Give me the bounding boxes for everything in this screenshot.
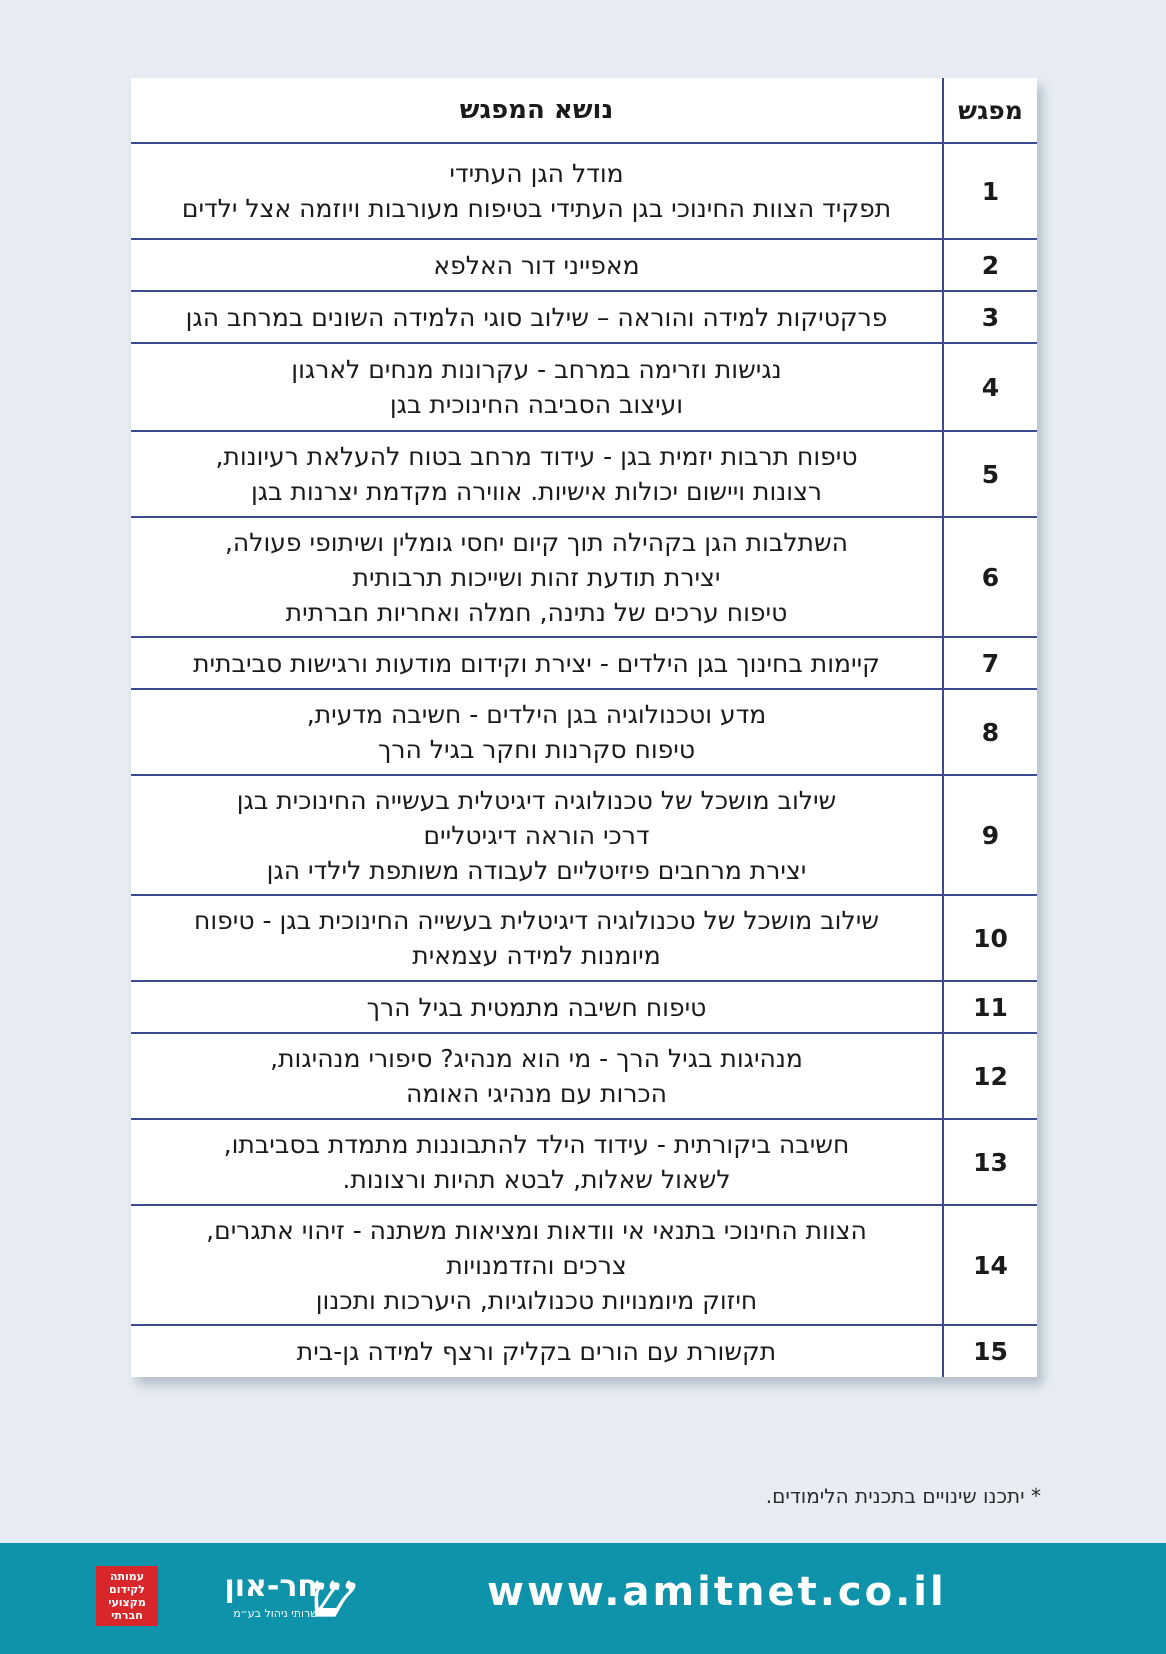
sharon-logo [224,1559,354,1632]
table-row [131,1033,1037,1119]
table-row [131,143,1037,239]
topic-line: תקשורת עם הורים בקליק ורצף למידה גן-בית [296,1337,777,1366]
topic-line: פרקטיקות למידה והוראה – שילוב סוגי הלמידה השונים במרחב הגן [185,302,888,332]
table-row [131,637,1037,689]
meeting-number: 14 [943,1205,1037,1325]
meeting-number: 7 [943,637,1037,689]
topic-line: הצוות החינוכי בתנאי אי וודאות ומציאות משתנה - זיהוי אתגרים, [206,1215,867,1245]
header-topic: נושא המפגש [131,78,943,143]
amuta-logo-line: מקצועי [108,1596,146,1609]
footnote: * יתכנו שינויים בתכנית הלימודים. [765,1484,1041,1508]
meeting-number: 4 [943,343,1037,431]
meeting-number: 11 [943,981,1037,1033]
topic-line: מנהיגות בגיל הרך - מי הוא מנהיג? סיפורי מנהיגות, [270,1044,803,1073]
topic-line: מאפייני דור האלפא [433,250,640,280]
topic-line: טיפוח ערכים של נתינה, חמלה ואחריות חברתית [285,597,788,627]
topic-line: דרכי הוראה דיגיטליים [423,820,650,850]
table-row [131,517,1037,637]
topic-line: חשיבה ביקורתית - עידוד הילד להתבוננות מתמדת בסביבתו, [223,1130,850,1159]
table-row [131,981,1037,1033]
table-row [131,239,1037,291]
table-row [131,1119,1037,1205]
meeting-topic [131,291,943,343]
meeting-topic [131,895,943,981]
topic-line: חיזוק מיומנויות טכנולוגיות, היערכות ותכנון [315,1285,758,1315]
sharon-logo-name: חר-און [224,1569,318,1604]
curriculum-table [131,78,1037,1377]
meeting-number: 10 [943,895,1037,981]
table-row [131,1205,1037,1325]
amuta-logo-line: חברתי [111,1609,143,1622]
amuta-logo-line: עמותה [109,1570,145,1583]
meeting-topic [131,1325,943,1377]
table-row [131,291,1037,343]
website-url[interactable]: www.amitnet.co.il [487,1569,947,1615]
header-meeting: מפגש [943,78,1037,143]
table-row [131,343,1037,431]
meeting-topic [131,239,943,291]
meeting-topic [131,431,943,517]
meeting-number: 13 [943,1119,1037,1205]
topic-line: ועיצוב הסביבה החינוכית בגן [389,390,684,419]
sharon-logo-mark: ש [310,1559,354,1632]
meeting-number: 12 [943,1033,1037,1119]
topic-line: מיומנות למידה עצמאית [412,941,661,970]
topic-line: שילוב מושכל של טכנולוגיה דיגיטלית בעשייה החינוכית בגן [236,785,837,815]
meeting-topic [131,1033,943,1119]
topic-line: שילוב מושכל של טכנולוגיה דיגיטלית בעשייה החינוכית בגן - טיפוח [193,906,880,935]
meeting-topic [131,517,943,637]
topic-line: מדע וטכנולוגיה בגן הילדים - חשיבה מדעית, [306,700,767,729]
meeting-topic [131,143,943,239]
meeting-number: 5 [943,431,1037,517]
meeting-topic [131,1205,943,1325]
topic-line: טיפוח תרבות יזמית בגן - עידוד מרחב בטוח להעלאת רעיונות, [215,442,858,471]
topic-line: מודל הגן העתידי [449,159,624,188]
curriculum-table-card [131,78,1037,1377]
meeting-number: 3 [943,291,1037,343]
meeting-number: 15 [943,1325,1037,1377]
topic-line: הכרות עם מנהיגי האומה [406,1079,667,1108]
table-row [131,431,1037,517]
meeting-topic [131,775,943,895]
table-row [131,775,1037,895]
sharon-logo-sub: שרותי ניהול בע״מ [233,1607,318,1620]
meeting-topic [131,689,943,775]
meeting-number: 2 [943,239,1037,291]
meeting-topic [131,343,943,431]
table-row [131,895,1037,981]
meeting-number: 8 [943,689,1037,775]
table-row [131,1325,1037,1377]
topic-line: טיפוח חשיבה מתמטית בגיל הרך [366,992,707,1022]
topic-line: השתלבות הגן בקהילה תוך קיום יחסי גומלין ושיתופי פעולה, [224,527,849,557]
table-row [131,689,1037,775]
table-body [131,143,1037,1377]
meeting-topic [131,637,943,689]
topic-line: יצירת מרחבים פיזיטליים לעבודה משותפת לילדי הגן [266,855,807,885]
topic-line: רצונות ויישום יכולות אישיות. אווירה מקדמת יצרנות בגן [250,477,823,506]
topic-line: יצירת תודעת זהות ושייכות תרבותית [352,562,721,592]
topic-line: לשאול שאלות, לבטא תהיות ורצונות. [342,1165,731,1194]
topic-line: צרכים והזדמנויות [446,1250,627,1280]
topic-line: נגישות וזרימה במרחב - עקרונות מנחים לארגון [291,355,782,384]
meeting-topic [131,1119,943,1205]
table-header-row [131,78,1037,143]
amuta-logo-line: לקידום [109,1583,145,1596]
topic-line: קיימות בחינוך בגן הילדים - יצירת וקידום מודעות ורגישות סביבתית [193,648,880,678]
meeting-number: 6 [943,517,1037,637]
meeting-topic [131,981,943,1033]
topic-line: טיפוח סקרנות וחקר בגיל הרך [377,735,696,764]
amuta-logo [96,1566,158,1626]
topic-line: תפקיד הצוות החינוכי בגן העתידי בטיפוח מעורבות ויוזמה אצל ילדים [181,194,892,223]
footer-bar [0,1543,1166,1654]
meeting-number: 9 [943,775,1037,895]
meeting-number: 1 [943,143,1037,239]
